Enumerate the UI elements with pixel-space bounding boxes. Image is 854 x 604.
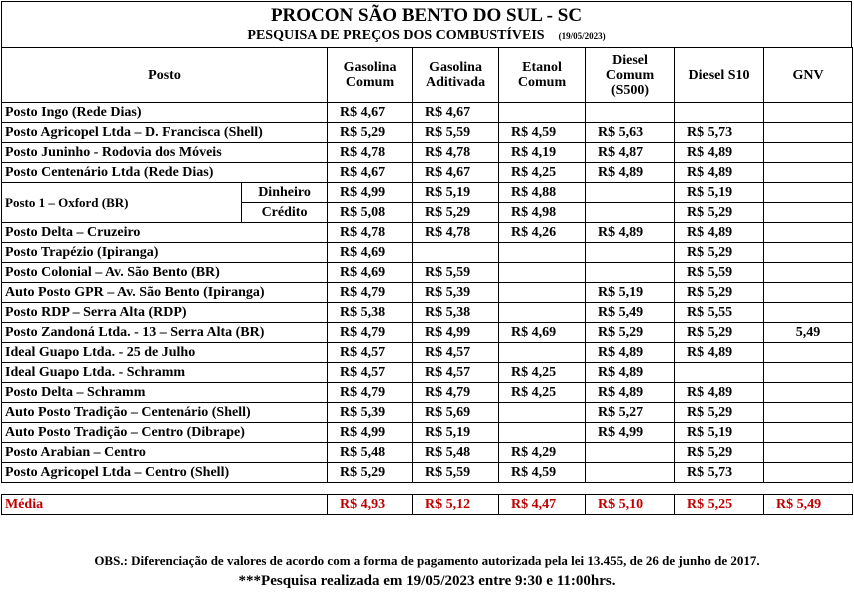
price-diesel-comum: R$ 4,89 (586, 383, 675, 403)
price-etanol: R$ 4,25 (499, 363, 586, 383)
price-etanol: R$ 4,26 (499, 223, 586, 243)
table-row (2, 323, 853, 343)
price-gnv (764, 143, 853, 163)
col-gasolina-comum-l2: Comum (345, 75, 395, 90)
price-diesel-s10: R$ 5,29 (675, 403, 764, 423)
average-diesel-comum: R$ 5,10 (586, 495, 675, 515)
station-name: Posto Colonial – Av. São Bento (BR) (2, 263, 328, 283)
table-row (2, 223, 853, 243)
price-gnv (764, 223, 853, 243)
price-gasolina-comum: R$ 4,78 (328, 223, 413, 243)
price-gasolina-comum: R$ 4,67 (328, 163, 413, 183)
table-row (2, 143, 853, 163)
price-gnv (764, 263, 853, 283)
average-gasolina-aditivada: R$ 5,12 (413, 495, 499, 515)
station-name: Ideal Guapo Ltda. - Schramm (2, 363, 328, 383)
price-diesel-s10 (675, 103, 764, 123)
price-gasolina-comum: R$ 5,48 (328, 443, 413, 463)
price-gasolina-comum: R$ 4,69 (328, 243, 413, 263)
price-diesel-s10 (675, 363, 764, 383)
price-gnv (764, 283, 853, 303)
price-gasolina-comum: R$ 5,29 (328, 123, 413, 143)
price-gasolina-aditivada: R$ 5,48 (413, 443, 499, 463)
price-gnv (764, 123, 853, 143)
price-gnv (764, 363, 853, 383)
price-diesel-comum: R$ 4,99 (586, 423, 675, 443)
col-etanol-l2: Comum (517, 75, 567, 90)
price-gasolina-aditivada: R$ 4,57 (413, 343, 499, 363)
col-diesel-comum-l2: Comum (605, 67, 655, 83)
average-row (2, 495, 853, 515)
col-gasolina-aditivada-l1: Gasolina (429, 60, 482, 75)
station-name: Auto Posto GPR – Av. São Bento (Ipiranga) (2, 283, 328, 303)
table-row (2, 383, 853, 403)
price-diesel-comum: R$ 5,27 (586, 403, 675, 423)
price-gasolina-comum: R$ 4,78 (328, 143, 413, 163)
price-gasolina-aditivada: R$ 5,39 (413, 283, 499, 303)
station-name: Posto Delta – Cruzeiro (2, 223, 328, 243)
price-gasolina-comum: R$ 5,39 (328, 403, 413, 423)
price-gasolina-aditivada: R$ 4,67 (413, 103, 499, 123)
table-row (2, 363, 853, 383)
price-gnv (764, 443, 853, 463)
price-diesel-s10: R$ 4,89 (675, 163, 764, 183)
price-diesel-s10: R$ 4,89 (675, 223, 764, 243)
price-gasolina-aditivada: R$ 4,78 (413, 143, 499, 163)
station-name: Posto Juninho - Rodovia dos Móveis (2, 143, 328, 163)
price-gasolina-comum: R$ 4,99 (328, 423, 413, 443)
table-row (2, 403, 853, 423)
col-gasolina-aditivada (413, 48, 499, 103)
station-name: Posto Agricopel Ltda – D. Francisca (Shell) (2, 123, 328, 143)
price-gasolina-aditivada: R$ 5,59 (413, 463, 499, 483)
price-survey-sheet (1, 1, 852, 515)
price-etanol: R$ 4,88 (499, 183, 586, 203)
average-gnv: R$ 5,49 (764, 495, 853, 515)
price-gasolina-aditivada: R$ 5,59 (413, 123, 499, 143)
price-diesel-s10: R$ 5,29 (675, 243, 764, 263)
price-etanol: R$ 4,25 (499, 163, 586, 183)
price-diesel-s10: R$ 5,29 (675, 283, 764, 303)
price-gasolina-aditivada: R$ 4,57 (413, 363, 499, 383)
average-table (1, 494, 853, 515)
price-diesel-comum: R$ 5,63 (586, 123, 675, 143)
table-row (2, 283, 853, 303)
price-gasolina-aditivada: R$ 5,19 (413, 183, 499, 203)
price-gnv (764, 183, 853, 203)
table-row (2, 343, 853, 363)
col-gasolina-aditivada-l2: Aditivada (425, 75, 486, 90)
price-etanol (499, 103, 586, 123)
price-gasolina-aditivada: R$ 5,38 (413, 303, 499, 323)
table-body-b (2, 223, 853, 483)
price-etanol: R$ 4,59 (499, 463, 586, 483)
price-gasolina-aditivada: R$ 4,79 (413, 383, 499, 403)
price-gnv (764, 403, 853, 423)
payment-type-cash: Dinheiro (242, 183, 328, 203)
price-diesel-s10: R$ 5,59 (675, 263, 764, 283)
table-row (2, 163, 853, 183)
price-diesel-comum (586, 103, 675, 123)
price-gnv (764, 423, 853, 443)
col-etanol-l1: Etanol (522, 60, 562, 75)
price-gasolina-aditivada: R$ 4,67 (413, 163, 499, 183)
price-etanol (499, 303, 586, 323)
price-diesel-comum (586, 203, 675, 223)
price-table (1, 47, 853, 483)
price-gnv (764, 463, 853, 483)
price-diesel-comum: R$ 5,19 (586, 283, 675, 303)
price-diesel-comum: R$ 4,89 (586, 363, 675, 383)
price-gasolina-comum: R$ 4,69 (328, 263, 413, 283)
price-diesel-s10: R$ 5,29 (675, 323, 764, 343)
price-gnv: 5,49 (764, 323, 853, 343)
price-etanol: R$ 4,69 (499, 323, 586, 343)
col-gasolina-comum-l1: Gasolina (343, 60, 397, 75)
price-gasolina-comum: R$ 4,99 (328, 183, 413, 203)
table-row (2, 443, 853, 463)
price-etanol (499, 243, 586, 263)
table-row (2, 183, 853, 203)
survey-time-note: ***Pesquisa realizada em 19/05/2023 entre 9:30 e 11:00hrs. (238, 573, 616, 589)
price-gnv (764, 163, 853, 183)
price-gnv (764, 243, 853, 263)
col-etanol (499, 48, 586, 103)
price-gasolina-aditivada: R$ 4,78 (413, 223, 499, 243)
col-diesel-s10: Diesel S10 (675, 48, 764, 103)
price-diesel-s10: R$ 5,19 (675, 183, 764, 203)
table-row (2, 103, 853, 123)
price-gasolina-aditivada (413, 243, 499, 263)
price-gnv (764, 103, 853, 123)
observation-note: OBS.: Diferenciação de valores de acordo com a forma de pagamento autorizada pela lei 13.455, de 26 de junho de 2017. (94, 553, 760, 568)
col-diesel-comum-l1: Diesel (612, 52, 648, 68)
station-name: Posto 1 – Oxford (BR) (2, 183, 242, 223)
price-gasolina-aditivada: R$ 4,99 (413, 323, 499, 343)
col-diesel-comum-l3: (S500) (610, 82, 650, 98)
price-etanol (499, 263, 586, 283)
station-name: Ideal Guapo Ltda. - 25 de Julho (2, 343, 328, 363)
station-name: Posto RDP – Serra Alta (RDP) (2, 303, 328, 323)
table-body-a (2, 103, 853, 183)
title-box (1, 1, 852, 47)
price-etanol: R$ 4,59 (499, 123, 586, 143)
price-diesel-comum (586, 443, 675, 463)
average-label: Média (2, 495, 328, 515)
col-gasolina-comum (328, 48, 413, 103)
price-etanol (499, 283, 586, 303)
station-name: Posto Ingo (Rede Dias) (2, 103, 328, 123)
station-name: Auto Posto Tradição – Centro (Dibrape) (2, 423, 328, 443)
price-diesel-comum (586, 183, 675, 203)
subtitle-text: PESQUISA DE PREÇOS DOS COMBUSTÍVEIS (247, 28, 545, 43)
survey-date: (19/05/2023) (558, 31, 606, 41)
price-gnv (764, 383, 853, 403)
price-gasolina-comum: R$ 4,79 (328, 283, 413, 303)
table-row (2, 243, 853, 263)
price-etanol: R$ 4,29 (499, 443, 586, 463)
price-diesel-s10: R$ 4,89 (675, 343, 764, 363)
price-diesel-comum: R$ 5,49 (586, 303, 675, 323)
price-etanol (499, 403, 586, 423)
price-diesel-comum: R$ 4,87 (586, 143, 675, 163)
price-diesel-comum: R$ 4,89 (586, 163, 675, 183)
price-gasolina-comum: R$ 5,29 (328, 463, 413, 483)
header-row (2, 48, 853, 103)
price-diesel-s10: R$ 5,29 (675, 443, 764, 463)
price-diesel-comum (586, 243, 675, 263)
station-name: Posto Delta – Schramm (2, 383, 328, 403)
price-gasolina-comum: R$ 4,67 (328, 103, 413, 123)
average-etanol: R$ 4,47 (499, 495, 586, 515)
price-diesel-s10: R$ 5,73 (675, 123, 764, 143)
price-diesel-comum: R$ 4,89 (586, 223, 675, 243)
price-gasolina-aditivada: R$ 5,69 (413, 403, 499, 423)
station-name: Posto Zandoná Ltda. - 13 – Serra Alta (BR) (2, 323, 328, 343)
average-gasolina-comum: R$ 4,93 (328, 495, 413, 515)
page-title: PROCON SÃO BENTO DO SUL - SC (270, 5, 583, 26)
price-gasolina-comum: R$ 4,57 (328, 363, 413, 383)
price-gnv (764, 343, 853, 363)
price-diesel-s10: R$ 4,89 (675, 383, 764, 403)
payment-type-credit: Crédito (242, 203, 328, 223)
price-gasolina-comum: R$ 4,79 (328, 383, 413, 403)
price-diesel-s10: R$ 5,55 (675, 303, 764, 323)
oxford-rows (2, 183, 853, 223)
table-row (2, 303, 853, 323)
price-diesel-comum (586, 463, 675, 483)
page-subtitle (2, 27, 851, 45)
table-row (2, 263, 853, 283)
price-etanol: R$ 4,98 (499, 203, 586, 223)
table-row (2, 123, 853, 143)
price-diesel-s10: R$ 5,19 (675, 423, 764, 443)
station-name: Auto Posto Tradição – Centenário (Shell) (2, 403, 328, 423)
price-diesel-s10: R$ 5,73 (675, 463, 764, 483)
price-gasolina-aditivada: R$ 5,59 (413, 263, 499, 283)
price-gasolina-aditivada: R$ 5,29 (413, 203, 499, 223)
col-posto: Posto (2, 48, 328, 103)
price-etanol: R$ 4,25 (499, 383, 586, 403)
price-diesel-comum (586, 263, 675, 283)
station-name: Posto Agricopel Ltda – Centro (Shell) (2, 463, 328, 483)
price-gasolina-comum: R$ 4,79 (328, 323, 413, 343)
price-gasolina-aditivada: R$ 5,19 (413, 423, 499, 443)
table-row (2, 423, 853, 443)
price-gnv (764, 203, 853, 223)
col-gnv: GNV (764, 48, 853, 103)
price-etanol (499, 343, 586, 363)
price-gasolina-comum: R$ 5,08 (328, 203, 413, 223)
price-diesel-comum: R$ 5,29 (586, 323, 675, 343)
price-etanol: R$ 4,19 (499, 143, 586, 163)
price-diesel-s10: R$ 5,29 (675, 203, 764, 223)
col-diesel-comum (586, 48, 675, 103)
price-gasolina-comum: R$ 4,57 (328, 343, 413, 363)
average-diesel-s10: R$ 5,25 (675, 495, 764, 515)
price-etanol (499, 423, 586, 443)
price-gasolina-comum: R$ 5,38 (328, 303, 413, 323)
price-gnv (764, 303, 853, 323)
table-row (2, 463, 853, 483)
station-name: Posto Centenário Ltda (Rede Dias) (2, 163, 328, 183)
station-name: Posto Arabian – Centro (2, 443, 328, 463)
price-diesel-comum: R$ 4,89 (586, 343, 675, 363)
station-name: Posto Trapézio (Ipiranga) (2, 243, 328, 263)
price-diesel-s10: R$ 4,89 (675, 143, 764, 163)
